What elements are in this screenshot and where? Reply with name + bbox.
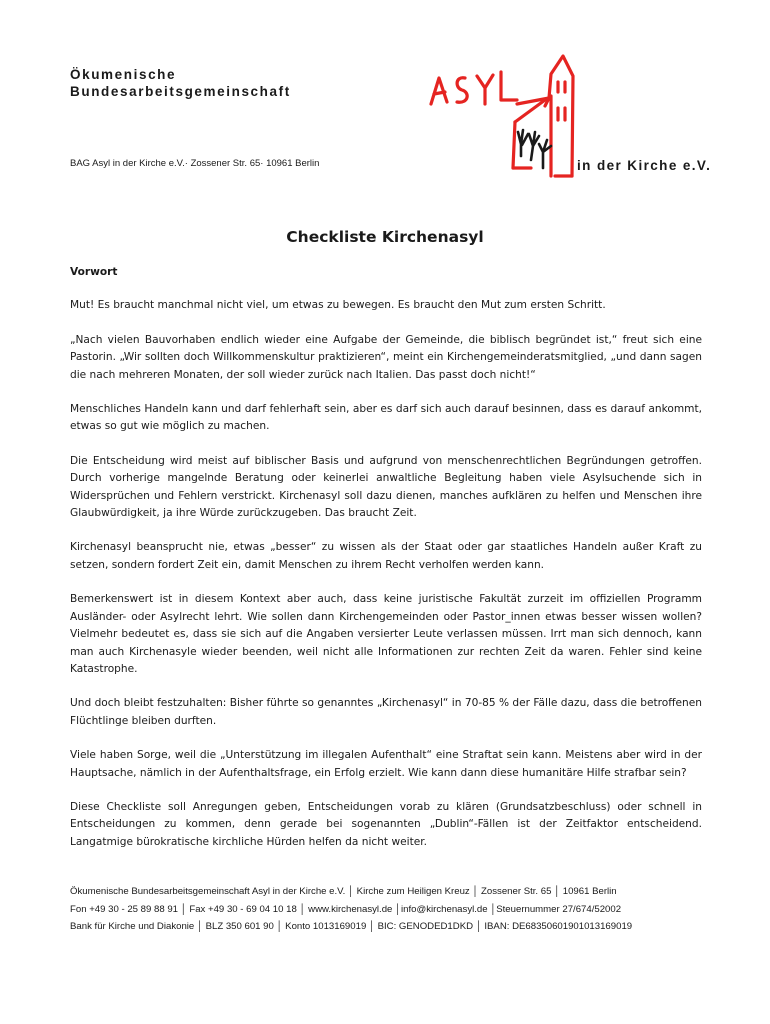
footer-address-line: Ökumenische Bundesarbeitsgemeinschaft Asyl in der Kirche e.V. │ Kirche zum Heiligen Kreuz │ Zossener Str. 65 │ 10961 Berlin (70, 886, 617, 897)
organization-name-line2: Bundesarbeitsgemeinschaft (70, 84, 291, 99)
paragraph: „Nach vielen Bauvorhaben endlich wieder eine Aufgabe der Gemeinde, die biblisch begründet ist,“ freut sich eine Pastorin. „Wir sollten doch Willkommenskultur praktizieren“, meint ein Kirchengemeinderatsmitglied, „und dann sagen die nach mehreren Monaten, der soll wieder zurück nach Italien. Das passt doch nicht!“ (70, 333, 702, 381)
paragraph: Diese Checkliste soll Anregungen geben, Entscheidungen vorab zu klären (Grundsatzbeschluss) oder schnell in Entscheidungen zu kommen, denn gerade bei sogenannten „Dublin“-Fällen ist der Zeitfaktor entscheidend. Langatmige bürokratische kirchliche Hürden helfen da nicht weiter. (70, 800, 702, 848)
organization-address: BAG Asyl in der Kirche e.V.· Zossener Str. 65· 10961 Berlin (70, 158, 320, 169)
footer-contact-line: Fon +49 30 - 25 89 88 91 │ Fax +49 30 - 69 04 10 18 │ www.kirchenasyl.de │info@kirchenasyl.de │Steuernummer 27/674/52002 (70, 903, 622, 915)
organization-name (70, 66, 291, 100)
document-title: Checkliste Kirchenasyl (286, 228, 484, 246)
document-body (70, 264, 702, 868)
section-heading: Vorwort (70, 266, 118, 278)
paragraph: Kirchenasyl beansprucht nie, etwas „besser“ zu wissen als der Staat oder gar staatliches Handeln außer Kraft zu setzen, sondern fordert Zeit ein, damit Menschen zu ihrem Recht verholfen werden kann. (70, 541, 702, 571)
footer-bank-line: Bank für Kirche und Diakonie │ BLZ 350 601 90 │ Konto 1013169019 │ BIC: GENODED1DKD │ IBAN: DE68350601901013169019 (70, 921, 633, 932)
paragraph: Menschliches Handeln kann und darf fehlerhaft sein, aber es darf sich auch darauf besinnen, dass es darauf ankommt, etwas so gut wie möglich zu machen. (70, 403, 702, 433)
footer (70, 883, 710, 936)
paragraph: Viele haben Sorge, weil die „Unterstützung im illegalen Aufenthalt“ eine Straftat sein kann. Meistens aber wird in der Hauptsache, nämlich in der Aufenthaltsfrage, ein Erfolg erzielt. Wie kann dann diese humanitäre Hilfe strafbar sein? (70, 749, 702, 779)
paragraph: Die Entscheidung wird meist auf biblischer Basis und aufgrund von menschenrechtlichen Begründungen getroffen. Durch vorherige mangelnde Beratung oder keinerlei anwaltliche Begleitung haben viele Asylsuchende sich in Widersprüchen und Fehlern verstrickt. Kirchenasyl soll dazu dienen, manches aufklären zu helfen und Menschen ihre Glaubwürdigkeit, ja ihre Würde zurückzugeben. Das braucht Zeit. (70, 454, 702, 520)
organization-name-line1: Ökumenische (70, 67, 177, 82)
paragraph: Und doch bleibt festzuhalten: Bisher führte so genanntes „Kirchenasyl“ in 70-85 % der Fälle dazu, dass die betroffenen Flüchtlinge bleiben durften. (70, 697, 702, 727)
paragraph: Bemerkenswert ist in diesem Kontext aber auch, dass keine juristische Fakultät zurzeit im offiziellen Programm Ausländer- oder Asylrecht lehrt. Wie sollen dann Kirchengemeinden oder Pastor_innen etwas besser wissen wollen? Vielmehr bedeutet es, dass sie sich auf die Angaben versierter Leute verlassen müssen. Irrt man sich dennoch, kann man auch Kirchenasyle wieder beenden, weil nicht alle Informationen zur rechten Zeit da waren. Fehler sind keine Katastrophe. (70, 593, 702, 675)
paragraph: Mut! Es braucht manchmal nicht viel, um etwas zu bewegen. Es braucht den Mut zum ersten Schritt. (70, 299, 606, 312)
logo-suffix: in der Kirche e.V. (577, 158, 712, 173)
asyl-church-logo (425, 48, 595, 188)
